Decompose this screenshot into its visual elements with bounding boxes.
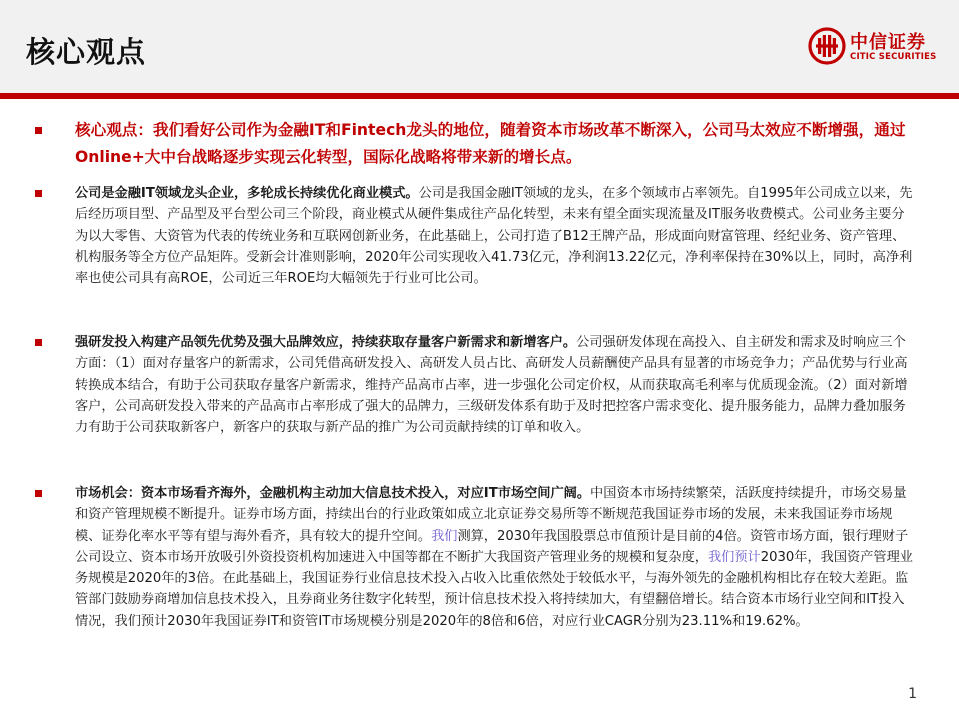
key-point-summary xyxy=(75,117,915,171)
bullet-lead: 强研发投入构建产品领先优势及强大品牌效应，持续获取存量客户新需求和新增客户。 xyxy=(75,335,577,350)
bullet-market-opportunity xyxy=(75,483,915,632)
bullet-marker-icon xyxy=(35,190,42,197)
bullet-marker-icon xyxy=(35,127,42,134)
summary-text: 核心观点：我们看好公司作为金融IT和Fintech龙头的地位，随着资本市场改革不断深入，公司马太效应不断增强，通过Online+大中台战略逐步实现云化转型，国际化战略将带来新的增长点。 xyxy=(75,121,906,166)
logo-name-cn: 中信证券 xyxy=(850,32,926,53)
bullet-marker-icon xyxy=(35,339,42,346)
bullet-body: 测算，2030年我国股票总市值预计是目前的4倍。资管市场方面，银行理财子公司设立、资本市场开放吸引外资投资机构加速进入中国等都在不断扩大我国资产管理业务的规模和复杂度， xyxy=(75,528,909,565)
bullet-lead: 市场机会：资本市场看齐海外，金融机构主动加大信息技术投入，对应IT市场空间广阔。 xyxy=(75,486,591,501)
highlight-text: 我们预计 xyxy=(708,549,761,565)
bullet-rd-investment xyxy=(75,332,915,438)
bullet-body: 公司强研发体现在高投入、自主研发和需求及时响应三个方面：（1）面对存量客户的新需求，公司凭借高研发投入、高研发人员占比、高研发人员薪酬使产品具有显著的市场竞争力；产品优势与行业高转换成本结合，有助于公司获取存量客户新需求，维持产品高市占率，进一步强化公司定价权，从而获取高毛利率与优质现金流。（2）面对新增客户，公司高研发投入带来的产品高市占率形成了强大的品牌力，三级研发体系有助于及时把控客户需求变化、提升服务能力，品牌力叠加服务力有助于公司获取新客户，新客户的获取与新产品的推广为公司贡献持续的订单和收入。 xyxy=(75,335,908,436)
bullet-body: 公司是我国金融IT领域的龙头，在多个领域市占率领先。自1995年公司成立以来，先后经历项目型、产品型及平台型公司三个阶段，商业模式从硬件集成往产品化转型，未来有望全面实现流量及IT服务收费模式。公司业务主要分为以大零售、大资管为代表的传统业务和互联网创新业务，在此基础上，公司打造了B12王牌产品，形成面向财富管理、经纪业务、资产管理、机构服务等全方位产品矩阵。受新会计准则影响，2020年公司实现收入41.73亿元，净利润13.22亿元，净利率保持在30%以上，同时，高净利率也使公司具有高ROE，公司近三年ROE均大幅领先于行业可比公司。 xyxy=(75,186,913,287)
page-title: 核心观点 xyxy=(26,35,147,69)
bullet-body: 中国资本市场持续繁荣，活跃度持续提升，市场交易量和资产管理规模不断提升。证券市场方面，持续出台的行业政策如成立北京证券交易所等不断规范我国证券市场的发展，未来我国证券市场规模、证券化率水平等有望与海外看齐，具有较大的提升空间。 xyxy=(75,486,907,544)
bullet-body: 2030年，我国资产管理业务规模是2020年的3倍。在此基础上，我国证券行业信息技术投入占收入比重依然处于较低水平，与海外领先的金融机构相比存在较大差距。监管部门鼓励券商增加信息技术投入，且券商业务往数字化转型，预计信息技术投入将持续加大，有望翻倍增长。结合资本市场行业空间和IT投入情况，我们预计2030年我国证券IT和资管IT市场规模分别是2020年的8倍和6倍，对应行业CAGR分别为23.11%和19.62%。 xyxy=(75,549,913,629)
bullet-leader-position xyxy=(75,183,915,289)
bullet-lead: 公司是金融IT领域龙头企业，多轮成长持续优化商业模式。 xyxy=(75,186,419,201)
bullet-marker-icon xyxy=(35,490,42,497)
highlight-text: 我们 xyxy=(431,528,458,544)
page-number: 1 xyxy=(908,686,917,702)
logo-name-en: CITIC SECURITIES xyxy=(850,52,937,62)
